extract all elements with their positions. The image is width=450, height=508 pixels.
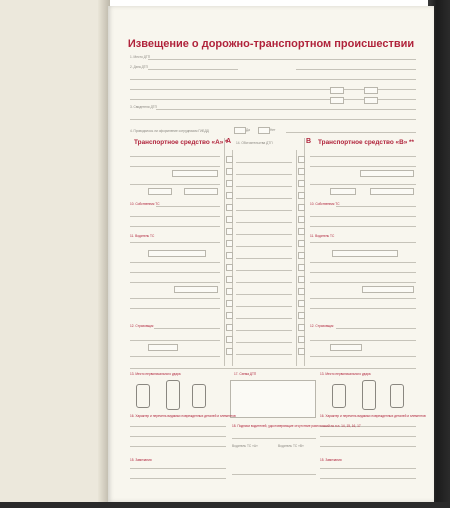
owner-b-label: 10. Собственник ТС (310, 202, 340, 206)
vehicle-b-header: Транспортное средство «В» ** (318, 139, 415, 146)
parts-a-label: 16. Характер и перечень видимых поврежденных деталей и элементов (130, 414, 236, 418)
remarks-b-label: 15. Замечания (320, 458, 342, 462)
car-rear-b-icon (390, 384, 404, 408)
police-no: Нет (270, 128, 276, 132)
field-date-label: 2. Дата ДТП (130, 65, 148, 69)
car-top-b-icon (362, 380, 376, 410)
field-place-label: 1. Место ДТП (130, 55, 151, 59)
car-top-a-icon (166, 380, 180, 410)
circumstances-header: 14. Обстоятельства ДТП (236, 141, 273, 145)
insurer-b-label: 12. Страховщик (310, 324, 334, 328)
field-police-label: 4. Проводилось ли оформление сотрудником ГИБДД (130, 129, 209, 133)
remarks-a-label: 15. Замечания (130, 458, 152, 462)
parts-b-label: 16. Характер и перечень видимых поврежденных деталей и элементов (320, 414, 426, 418)
left-page (0, 0, 104, 508)
accident-notice-page (108, 6, 434, 502)
car-front-b-icon (332, 384, 346, 408)
impact-a-label: 13. Место первоначального удара (130, 372, 181, 376)
driver-b-label: 11. Водитель ТС (310, 234, 335, 238)
column-a-letter: А (226, 138, 232, 145)
owner-label: 10. Собственник ТС (130, 202, 160, 206)
scheme-label: 17. Схема ДТП (234, 372, 257, 376)
field-witnesses-label: 3. Свидетели ДТП (130, 105, 157, 109)
police-yes: Да (246, 128, 250, 132)
driver-a-label: 11. Водитель ТС (130, 234, 155, 238)
impact-b-label: 13. Место первоначального удара (320, 372, 371, 376)
signature-section-label: 18. Подписи водителей, удостоверяющие отсутствие разногласий по п.п. 14, 15, 16, 17 (232, 424, 361, 428)
signature-b-label: Водитель ТС «В» (278, 444, 304, 448)
notebook-cover-bottom (0, 502, 450, 508)
car-rear-a-icon (192, 384, 206, 408)
form-title: Извещение о дорожно-транспортном происшествии (127, 38, 415, 50)
vehicle-a-header: Транспортное средство «А» * (134, 139, 228, 146)
scheme-area[interactable] (230, 380, 316, 418)
insurer-a-label: 12. Страховщик (130, 324, 154, 328)
car-front-a-icon (136, 384, 150, 408)
column-b-letter: В (306, 138, 312, 145)
signature-a-label: Водитель ТС «А» (232, 444, 258, 448)
